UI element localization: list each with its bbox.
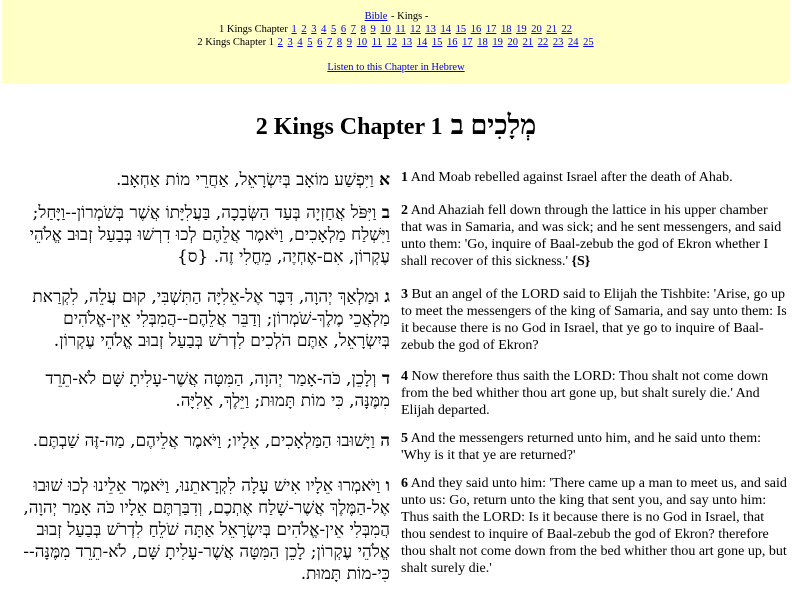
verse-hebrew: [4, 430, 390, 452]
kings2-chapter-links: [277, 37, 595, 48]
kings2-chapter-link[interactable]: 6: [317, 37, 323, 48]
kings2-chapter-link[interactable]: 12: [386, 37, 398, 48]
hebrew-verse-number: ד: [381, 369, 390, 389]
kings2-chapter-link[interactable]: 10: [356, 37, 368, 48]
verse-hebrew: [4, 169, 390, 191]
verse-number: 2: [401, 203, 408, 218]
kings1-chapter-link[interactable]: 17: [485, 24, 497, 35]
kings1-chapter-link[interactable]: 22: [561, 24, 572, 35]
kings2-chapter-link[interactable]: 5: [307, 37, 313, 48]
kings1-chapter-link[interactable]: 16: [470, 24, 482, 35]
kings1-chapter-link[interactable]: 7: [350, 24, 356, 35]
kings2-chapter-link[interactable]: 18: [477, 37, 488, 48]
english-text: And Ahaziah fell down through the lattice in his upper chamber that was in Samaria, and was sick; and he sent messengers, and said unto them: 'Go, inquire of Baal-zebub the god of Ekron whether I shall recover of this sickness.': [401, 203, 782, 269]
hebrew-text: וְלָכֵן, כֹּה-אָמַר יְהוָה, הַמִּטָּה אֲשֶׁר-עָלִיתָ שָּׁם לֹא-תֵרֵד מִמֶּנָּה, כִּי מוֹת תָּמוּת; וַיֵּלֶךְ, אֵלִיָּה.: [45, 369, 390, 411]
verse-number: 6: [401, 476, 408, 491]
kings2-chapter-link[interactable]: 25: [583, 37, 594, 48]
kings1-chapter-link[interactable]: 19: [516, 24, 527, 35]
kings1-chapter-link[interactable]: 21: [546, 24, 557, 35]
page-title: [0, 110, 792, 141]
verse-number: 3: [401, 287, 408, 302]
verse-hebrew: [4, 202, 390, 268]
kings2-chapter-link[interactable]: 20: [507, 37, 519, 48]
kings1-chapter-link[interactable]: 12: [410, 24, 421, 35]
kings2-chapter-label: 2 Kings Chapter 1: [197, 37, 275, 48]
hebrew-verse-number: ו: [385, 476, 390, 496]
verse-number: 4: [401, 369, 408, 384]
verse-hebrew: [4, 368, 390, 412]
verse-english: [401, 169, 789, 186]
kings2-chapter-link[interactable]: 24: [568, 37, 579, 48]
kings2-chapter-link[interactable]: 22: [537, 37, 549, 48]
title-english: 2 Kings Chapter 1: [255, 114, 443, 140]
kings2-chapter-link[interactable]: 14: [416, 37, 428, 48]
verse-hebrew: [4, 286, 390, 352]
kings2-chapter-link[interactable]: 7: [327, 37, 333, 48]
kings2-chapter-link[interactable]: 23: [552, 37, 564, 48]
kings2-chapter-link[interactable]: 21: [522, 37, 534, 48]
hebrew-verse-number: ב: [381, 203, 390, 223]
verse-hebrew: [4, 475, 390, 585]
kings1-chapter-link[interactable]: 3: [311, 24, 317, 35]
navigation-bar: [2, 0, 790, 83]
kings1-chapter-link[interactable]: 20: [531, 24, 542, 35]
kings1-chapter-link[interactable]: 11: [395, 24, 406, 35]
kings2-chapter-link[interactable]: 19: [492, 37, 503, 48]
kings2-chapter-link[interactable]: 11: [371, 37, 382, 48]
kings2-chapter-link[interactable]: 17: [462, 37, 473, 48]
kings2-chapter-link[interactable]: 16: [447, 37, 458, 48]
hebrew-verse-number: ג: [384, 287, 390, 307]
bible-link[interactable]: Bible: [364, 11, 388, 22]
kings2-chapter-link[interactable]: 15: [431, 37, 443, 48]
hebrew-text: וּמַלְאַךְ יְהוָה, דִּבֶּר אֶל-אֵלִיָּה הַתִּשְׁבִּי, קוּם עֲלֵה, לִקְרַאת מַלְאֲכֵי מֶלֶךְ-שֹׁמְרוֹן; וְדַבֵּר אֲלֵהֶם--הֲמִבְּלִי אֵין-אֱלֹהִים בְּיִשְׂרָאֵל, אַתֶּם הֹלְכִים לִדְרֹשׁ בְּבַעַל זְבוּב אֱלֹהֵי עֶקְרוֹן.: [32, 287, 390, 351]
english-text: And Moab rebelled against Israel after the death of Ahab.: [410, 170, 733, 185]
kings2-chapter-row: [2, 36, 790, 49]
kings2-chapter-link[interactable]: 13: [401, 37, 413, 48]
hebrew-text: וַיִּפְשַׁע מוֹאָב בְּיִשְׂרָאֵל, אַחֲרֵי מוֹת אַחְאָב.: [115, 170, 374, 190]
kings1-chapter-link[interactable]: 2: [301, 24, 307, 35]
hebrew-text: וַיִּפֹּל אֲחַזְיָה בְּעַד הַשְּׂבָכָה, בַּעֲלִיָּתוֹ אֲשֶׁר בְּשֹׁמְרוֹן--וַיָּחַל; וַיִּשְׁלַח מַלְאָכִים, וַיֹּאמֶר אֲלֵהֶם לְכוּ דִרְשׁוּ בְּבַעַל זְבוּב אֱלֹהֵי עֶקְרוֹן, אִם-אֶחְיֶה, מֵחֳלִי זֶה.: [29, 203, 390, 267]
title-hebrew: מְלָכִים ב: [450, 110, 537, 140]
kings1-chapter-link[interactable]: 9: [370, 24, 376, 35]
breadcrumb-separator: - Kings -: [388, 11, 429, 22]
verse-number: 1: [401, 170, 408, 185]
verse-english: [401, 202, 789, 270]
english-text: And they said unto him: 'There came up a man to meet us, and said unto us: Go, return unto the king that sent you, and say unto him: Thus saith the LORD: Is it because there is no God in Israel, that thou sendest to inquire of Baal-zebub the god of Ekron? therefore thou shalt not come down from the bed whither thou art gone up, but shalt surely die.': [401, 476, 787, 576]
kings2-chapter-link[interactable]: 9: [346, 37, 353, 48]
kings1-chapter-link[interactable]: 13: [425, 24, 436, 35]
section-mark: {S}: [571, 254, 591, 269]
breadcrumb: [2, 0, 790, 23]
kings2-chapter-link[interactable]: 8: [336, 37, 343, 48]
listen-hebrew-link[interactable]: Listen to this Chapter in Hebrew: [327, 62, 465, 73]
kings2-chapter-link[interactable]: 4: [297, 37, 303, 48]
hebrew-verse-number: א: [379, 170, 390, 190]
verse-english: [401, 286, 789, 354]
kings2-chapter-link[interactable]: 3: [287, 37, 293, 48]
verse-english: [401, 475, 789, 577]
kings1-chapter-link[interactable]: 15: [455, 24, 467, 35]
verse-english: [401, 368, 789, 419]
english-text: Now therefore thus saith the LORD: Thou shalt not come down from the bed whither thou art gone up, but shalt surely die.' And Elijah departed.: [401, 369, 769, 418]
english-text: But an angel of the LORD said to Elijah the Tishbite: 'Arise, go up to meet the messengers of the king of Samaria, and say unto them: Is it because there is no God in Israel, that ye go to inquire of Baal-zebub the god of Ekron?: [401, 287, 787, 353]
hebrew-text: וַיֹּאמְרוּ אֵלָיו אִישׁ עָלָה לִקְרָאתֵנוּ, וַיֹּאמֶר אֵלֵינוּ לְכוּ שׁוּבוּ אֶל-הַמֶּלֶךְ אֲשֶׁר-שָׁלַח אֶתְכֶם, וְדִבַּרְתֶּם אֵלָיו כֹּה אָמַר יְהוָה, הֲמִבְּלִי אֵין-אֱלֹהִים בְּיִשְׂרָאֵל אַתָּה שֹׁלֵחַ לִדְרֹשׁ בְּבַעַל זְבוּב אֱלֹהֵי עֶקְרוֹן; לָכֵן הַמִּטָּה אֲשֶׁר-עָלִיתָ שָּׁם, לֹא-תֵרֵד מִמֶּנָּה--כִּי-מוֹת תָּמוּת.: [23, 476, 390, 584]
kings1-chapter-link[interactable]: 4: [321, 24, 327, 35]
verse-english: [401, 430, 789, 464]
hebrew-section-mark: {ס}: [176, 247, 209, 267]
kings1-chapter-link[interactable]: 5: [330, 24, 337, 35]
kings1-chapter-link[interactable]: 10: [380, 24, 391, 35]
kings1-chapter-link[interactable]: 6: [340, 24, 347, 35]
english-text: And the messengers returned unto him, and he said unto them: 'Why is it that ye are returned?': [401, 431, 762, 463]
verse-number: 5: [401, 431, 408, 446]
kings1-chapter-link[interactable]: 18: [500, 24, 512, 35]
kings1-chapter-row: [2, 23, 790, 36]
hebrew-verse-number: ה: [380, 431, 390, 451]
kings1-chapter-label: 1 Kings Chapter: [219, 24, 288, 35]
kings1-chapter-link[interactable]: 14: [440, 24, 451, 35]
kings1-chapter-link[interactable]: 1: [291, 24, 297, 35]
hebrew-text: וַיָּשׁוּבוּ הַמַּלְאָכִים, אֵלָיו; וַיֹּאמֶר אֲלֵיהֶם, מַה-זֶּה שַׁבְתֶּם.: [32, 431, 375, 451]
kings1-chapter-link[interactable]: 8: [360, 24, 366, 35]
kings2-chapter-link[interactable]: 2: [277, 37, 283, 48]
kings1-chapter-links: [290, 24, 573, 35]
